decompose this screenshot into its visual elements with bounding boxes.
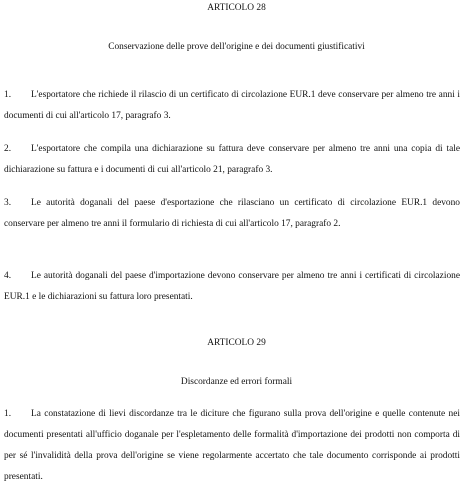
article-29-title: Discordanze ed errori formali	[180, 377, 293, 387]
paragraph-text: Le autorità doganali del paese d'importazione devono conservare per almeno tre anni i certificati di circolazione EUR.1 e le dichiarazioni su fattura loro presentati.	[4, 271, 460, 302]
article-29-paragraph-1	[4, 404, 460, 488]
paragraph-number: 4.	[4, 271, 12, 281]
paragraph-number: 3.	[4, 198, 12, 208]
paragraph-text: La constatazione di lievi discordanze tra le diciture che figurano sulla prova dell'origine e quelle contenute nei documenti presentati all'ufficio doganale per l'espletamento delle formalità d'importazione dei prodotti non comporta di per sé l'invalidità della prova dell'origine se viene regolarmente accertato che tale documento corrisponde ai prodotti presentati.	[4, 409, 460, 482]
article-28-paragraph-1	[4, 85, 460, 127]
paragraph-number: 1.	[4, 409, 12, 419]
paragraph-text: L'esportatore che richiede il rilascio di un certificato di circolazione EUR.1 deve conservare per almeno tre anni i documenti di cui all'articolo 17, paragrafo 3.	[4, 90, 460, 121]
article-29-heading: ARTICOLO 29	[207, 338, 266, 348]
paragraph-text: Le autorità doganali del paese d'esportazione che rilasciano un certificato di circolazione EUR.1 devono conservare per almeno tre anni il formulario di richiesta di cui all'articolo 17, paragrafo 2.	[4, 198, 460, 229]
paragraph-number: 1.	[4, 90, 12, 100]
article-28-heading: ARTICOLO 28	[207, 3, 266, 13]
article-28-title: Conservazione delle prove dell'origine e dei documenti giustificativi	[108, 42, 365, 52]
paragraph-text: L'esportatore che compila una dichiarazione su fattura deve conservare per almeno tre anni una copia di tale dichiarazione su fattura e i documenti di cui all'articolo 21, paragrafo 3.	[4, 144, 460, 175]
article-28-paragraph-2	[4, 139, 460, 181]
article-28-paragraph-4	[4, 266, 460, 308]
article-28-paragraph-3	[4, 193, 460, 235]
paragraph-number: 2.	[4, 144, 12, 154]
